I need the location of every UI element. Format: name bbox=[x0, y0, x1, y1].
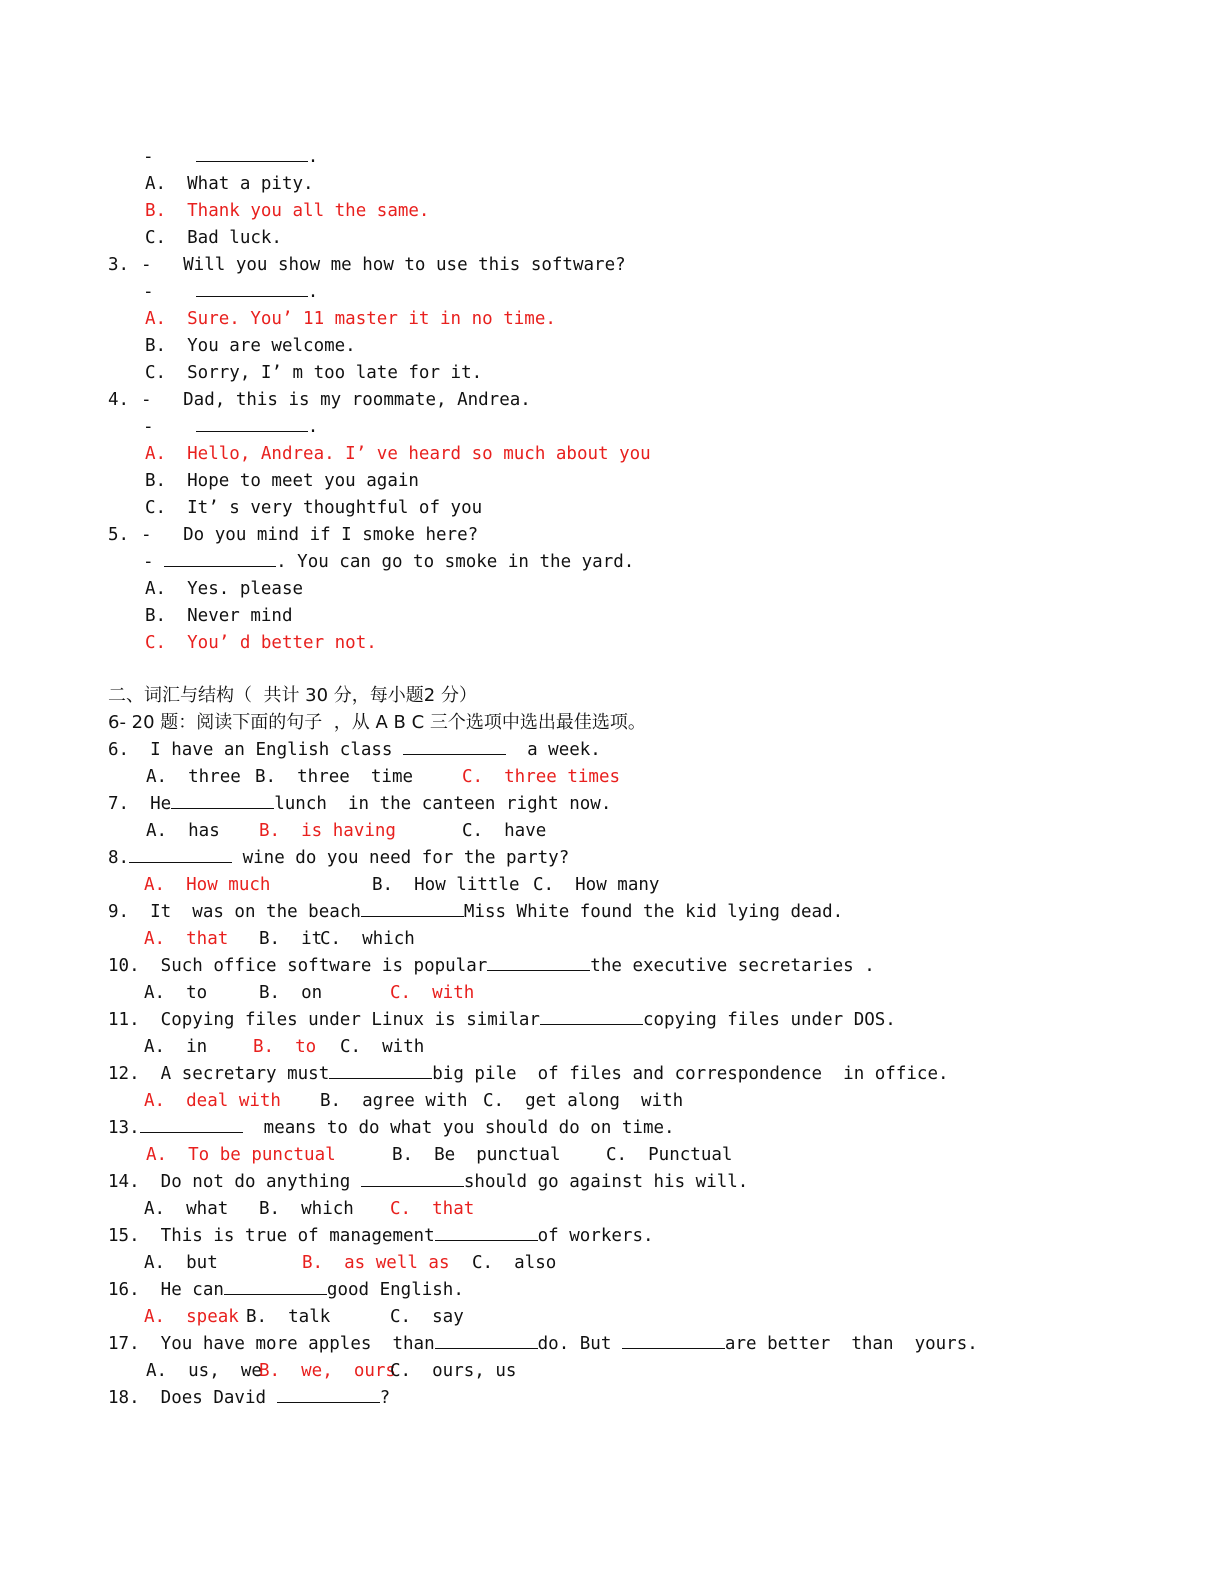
q2-response-line bbox=[143, 147, 318, 167]
q13-option-c: C. Punctual bbox=[606, 1145, 733, 1165]
q16-option-a-answer: A. speak bbox=[144, 1307, 239, 1327]
stem-text: wine do you need for the party? bbox=[232, 848, 570, 868]
answer-blank bbox=[277, 1388, 380, 1403]
q4-option-b: B. Hope to meet you again bbox=[145, 471, 419, 491]
q2-option-c: C. Bad luck. bbox=[145, 228, 282, 248]
q16-stem bbox=[108, 1280, 464, 1300]
stem-text: lunch in the canteen right now. bbox=[274, 794, 612, 814]
q8-option-b: B. How little bbox=[372, 875, 520, 895]
stem-text: big pile of files and correspondence in office. bbox=[432, 1064, 949, 1084]
q15-option-a: A. but bbox=[144, 1253, 218, 1273]
q8-option-a-answer: A. How much bbox=[144, 875, 271, 895]
q2-option-a: A. What a pity. bbox=[145, 174, 314, 194]
q10-option-a: A. to bbox=[144, 983, 208, 1003]
stem-text: should go against his will. bbox=[463, 1172, 749, 1192]
q10-option-c-answer: C. with bbox=[390, 983, 475, 1003]
q6-option-b: B. three time bbox=[255, 767, 414, 787]
q11-stem bbox=[108, 1010, 896, 1030]
stem-text: 6. I have an English class bbox=[108, 740, 404, 760]
period: . bbox=[307, 147, 319, 167]
stem-text: 8. bbox=[108, 848, 130, 868]
q9-stem bbox=[108, 902, 843, 922]
q11-option-a: A. in bbox=[144, 1037, 208, 1057]
stem-text: 14. Do not do anything bbox=[108, 1172, 361, 1192]
q16-option-c: C. say bbox=[390, 1307, 464, 1327]
q15-option-c: C. also bbox=[472, 1253, 557, 1273]
response-rest: . You can go to smoke in the yard. bbox=[276, 552, 635, 572]
stem-text: Miss White found the kid lying dead. bbox=[463, 902, 844, 922]
answer-blank bbox=[487, 956, 590, 971]
stem-text: ? bbox=[379, 1388, 391, 1408]
q4-option-a-answer: A. Hello, Andrea. I’ ve heard so much about you bbox=[145, 444, 651, 464]
q14-option-b: B. which bbox=[259, 1199, 354, 1219]
q7-option-a: A. has bbox=[146, 821, 220, 841]
q4-option-c: C. It’ s very thoughtful of you bbox=[145, 498, 483, 518]
stem-text: 7. He bbox=[108, 794, 172, 814]
answer-blank bbox=[129, 848, 232, 863]
dash: - bbox=[143, 417, 154, 437]
stem-text: means to do what you should do on time. bbox=[242, 1118, 675, 1138]
q5-prompt: - Do you mind if I smoke here? bbox=[141, 525, 479, 545]
section-instruction: 6- 20 题：阅读下面的句子 ，从 A B C 三个选项中选出最佳选项。 bbox=[108, 712, 646, 733]
stem-text: 13. bbox=[108, 1118, 140, 1138]
q14-option-a: A. what bbox=[144, 1199, 229, 1219]
answer-blank bbox=[435, 1334, 538, 1349]
q7-option-b-answer: B. is having bbox=[259, 821, 396, 841]
dash: - bbox=[143, 552, 154, 572]
answer-blank bbox=[171, 794, 274, 809]
q5-option-c-answer: C. You’ d better not. bbox=[145, 633, 377, 653]
q4-response-line bbox=[143, 417, 318, 437]
answer-blank bbox=[224, 1280, 327, 1295]
dash: - bbox=[143, 282, 154, 302]
stem-text: copying files under DOS. bbox=[642, 1010, 896, 1030]
stem-text: 16. He can bbox=[108, 1280, 224, 1300]
stem-text: 11. Copying files under Linux is similar bbox=[108, 1010, 540, 1030]
q14-stem bbox=[108, 1172, 748, 1192]
q9-option-b: B. it bbox=[259, 929, 323, 949]
q6-option-a: A. three bbox=[146, 767, 241, 787]
period: . bbox=[307, 417, 319, 437]
answer-blank bbox=[361, 1172, 464, 1187]
q17-option-a: A. us, we bbox=[146, 1361, 262, 1381]
stem-text: 18. Does David bbox=[108, 1388, 277, 1408]
answer-blank bbox=[435, 1226, 538, 1241]
q13-stem bbox=[108, 1118, 675, 1138]
q4-prompt: - Dad, this is my roommate, Andrea. bbox=[141, 390, 531, 410]
stem-text: are better than yours. bbox=[724, 1334, 978, 1354]
q7-stem bbox=[108, 794, 611, 814]
q4-number: 4. bbox=[108, 390, 130, 410]
q6-stem bbox=[108, 740, 601, 760]
stem-text: of workers. bbox=[537, 1226, 654, 1246]
q13-option-a-answer: A. To be punctual bbox=[146, 1145, 336, 1165]
dash: - bbox=[143, 147, 154, 167]
q16-option-b: B. talk bbox=[246, 1307, 331, 1327]
answer-blank bbox=[196, 417, 308, 432]
q15-stem bbox=[108, 1226, 654, 1246]
q17-stem bbox=[108, 1334, 978, 1354]
q11-option-b-answer: B. to bbox=[253, 1037, 317, 1057]
q6-option-c-answer: C. three times bbox=[462, 767, 621, 787]
q12-option-c: C. get along with bbox=[483, 1091, 684, 1111]
q17-option-b-answer: B. we, ours bbox=[259, 1361, 396, 1381]
q3-option-b: B. You are welcome. bbox=[145, 336, 356, 356]
stem-text: 12. A secretary must bbox=[108, 1064, 330, 1084]
period: . bbox=[307, 282, 319, 302]
q8-stem bbox=[108, 848, 569, 868]
q17-option-c: C. ours, us bbox=[390, 1361, 517, 1381]
stem-text: 9. It was on the beach bbox=[108, 902, 361, 922]
answer-blank bbox=[140, 1118, 243, 1133]
q9-option-c: C. which bbox=[320, 929, 415, 949]
q3-option-a-answer: A. Sure. You’ 11 master it in no time. bbox=[145, 309, 556, 329]
q5-option-b: B. Never mind bbox=[145, 606, 293, 626]
stem-text: 15. This is true of management bbox=[108, 1226, 435, 1246]
q3-option-c: C. Sorry, I’ m too late for it. bbox=[145, 363, 483, 383]
answer-blank bbox=[196, 282, 308, 297]
q3-prompt: - Will you show me how to use this software? bbox=[141, 255, 626, 275]
stem-text: a week. bbox=[506, 740, 601, 760]
q11-option-c: C. with bbox=[340, 1037, 425, 1057]
q12-option-b: B. agree with bbox=[320, 1091, 468, 1111]
answer-blank bbox=[329, 1064, 432, 1079]
section-heading: 二、词汇与结构（ 共计 30 分，每小题2 分） bbox=[108, 685, 477, 706]
q7-option-c: C. have bbox=[462, 821, 547, 841]
q10-option-b: B. on bbox=[259, 983, 323, 1003]
q5-response-line bbox=[143, 552, 634, 572]
q3-response-line bbox=[143, 282, 318, 302]
stem-text: the executive secretaries . bbox=[590, 956, 875, 976]
answer-blank bbox=[403, 740, 506, 755]
q18-stem bbox=[108, 1388, 390, 1408]
stem-text: do. But bbox=[537, 1334, 622, 1354]
q12-option-a-answer: A. deal with bbox=[144, 1091, 281, 1111]
q5-option-a: A. Yes. please bbox=[145, 579, 304, 599]
q3-number: 3. bbox=[108, 255, 130, 275]
answer-blank bbox=[196, 147, 308, 162]
q14-option-c-answer: C. that bbox=[390, 1199, 475, 1219]
q5-number: 5. bbox=[108, 525, 130, 545]
q15-option-b-answer: B. as well as bbox=[302, 1253, 450, 1273]
q10-stem bbox=[108, 956, 875, 976]
q13-option-b: B. Be punctual bbox=[392, 1145, 561, 1165]
stem-text: good English. bbox=[326, 1280, 464, 1300]
q9-option-a-answer: A. that bbox=[144, 929, 229, 949]
q2-option-b-answer: B. Thank you all the same. bbox=[145, 201, 430, 221]
stem-text: 17. You have more apples than bbox=[108, 1334, 435, 1354]
answer-blank bbox=[361, 902, 464, 917]
q12-stem bbox=[108, 1064, 949, 1084]
q8-option-c: C. How many bbox=[533, 875, 660, 895]
stem-text: 10. Such office software is popular bbox=[108, 956, 488, 976]
answer-blank bbox=[622, 1334, 725, 1349]
answer-blank bbox=[540, 1010, 643, 1025]
answer-blank bbox=[164, 552, 276, 567]
